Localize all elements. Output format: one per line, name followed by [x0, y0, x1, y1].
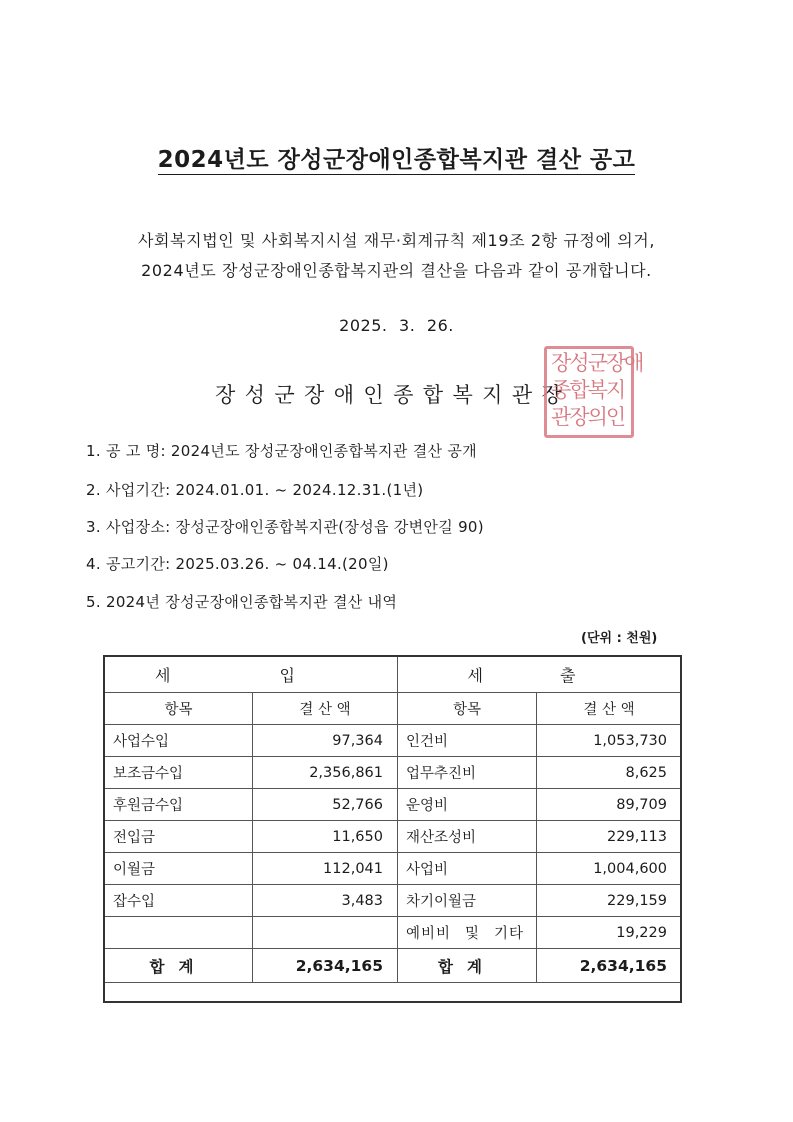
income-item-column-header: 항목 — [105, 693, 253, 725]
income-item: 보조금수입 — [105, 757, 253, 789]
income-item: 이월금 — [105, 853, 253, 885]
organization-name: 장성군장애인종합복지관장 — [215, 383, 572, 407]
income-amount: 112,041 — [253, 853, 398, 885]
expense-item: 인건비 — [398, 725, 537, 757]
table-row — [105, 725, 682, 757]
expense-header: 세 출 — [398, 657, 682, 693]
seal-line-2: 종합복지 — [551, 378, 625, 402]
expense-item: 사업비 — [398, 853, 537, 885]
table-row — [105, 821, 682, 853]
table-column-header-row — [105, 693, 682, 725]
expense-item: 업무추진비 — [398, 757, 537, 789]
seal-line-1: 장성군장애 — [551, 351, 643, 375]
expense-item: 재산조성비 — [398, 821, 537, 853]
income-item: 사업수입 — [105, 725, 253, 757]
expense-amount: 229,113 — [537, 821, 682, 853]
expense-amount: 19,229 — [537, 917, 682, 949]
settlement-table — [104, 656, 682, 983]
item-project-period: 2. 사업기간: 2024.01.01. ~ 2024.12.31.(1년) — [86, 481, 424, 499]
income-header: 세 입 — [105, 657, 398, 693]
document-title — [0, 141, 793, 174]
income-item: 전입금 — [105, 821, 253, 853]
table-row — [105, 885, 682, 917]
income-total-label: 합계 — [105, 949, 253, 983]
income-amount: 97,364 — [253, 725, 398, 757]
expense-amount: 8,625 — [537, 757, 682, 789]
table-row — [105, 917, 682, 949]
document-title-text: 2024년도 장성군장애인종합복지관 결산 공고 — [157, 147, 636, 173]
income-item: 후원금수입 — [105, 789, 253, 821]
income-total-amount: 2,634,165 — [253, 949, 398, 983]
expense-item: 예비비 및 기타 — [398, 917, 537, 949]
expense-amount: 89,709 — [537, 789, 682, 821]
expense-item: 차기이월금 — [398, 885, 537, 917]
official-seal — [544, 346, 643, 438]
income-amount: 3,483 — [253, 885, 398, 917]
expense-amount: 1,053,730 — [537, 725, 682, 757]
expense-item: 운영비 — [398, 789, 537, 821]
expense-item-column-header: 항목 — [398, 693, 537, 725]
table-row — [105, 757, 682, 789]
income-amount-column-header: 결 산 액 — [253, 693, 398, 725]
table-row — [105, 789, 682, 821]
item-project-location: 3. 사업장소: 장성군장애인종합복지관(장성읍 강변안길 90) — [86, 518, 484, 536]
table-section-header-row — [105, 657, 682, 693]
income-item: 잡수입 — [105, 885, 253, 917]
table-row — [105, 853, 682, 885]
item-notice-period: 4. 공고기간: 2025.03.26. ~ 04.14.(20일) — [86, 555, 389, 573]
income-amount: 2,356,861 — [253, 757, 398, 789]
intro-line-2: 2024년도 장성군장애인종합복지관의 결산을 다음과 같이 공개합니다. — [141, 261, 652, 280]
expense-total-label: 합계 — [398, 949, 537, 983]
income-amount: 11,650 — [253, 821, 398, 853]
expense-amount: 229,159 — [537, 885, 682, 917]
expense-total-amount: 2,634,165 — [537, 949, 682, 983]
income-amount: 52,766 — [253, 789, 398, 821]
item-settlement-details: 5. 2024년 장성군장애인종합복지관 결산 내역 — [86, 593, 398, 611]
intro-line-1: 사회복지법인 및 사회복지시설 재무·회계규칙 제19조 2항 규정에 의거, — [137, 231, 656, 250]
seal-line-3: 관장의인 — [551, 405, 625, 429]
item-notice-name: 1. 공 고 명: 2024년도 장성군장애인종합복지관 결산 공개 — [86, 442, 477, 460]
income-amount — [253, 917, 398, 949]
table-total-row — [105, 949, 682, 983]
income-item — [105, 917, 253, 949]
expense-amount: 1,004,600 — [537, 853, 682, 885]
unit-label: (단위 : 천원) — [581, 631, 658, 646]
announcement-date: 2025. 3. 26. — [339, 316, 454, 335]
expense-amount-column-header: 결 산 액 — [537, 693, 682, 725]
